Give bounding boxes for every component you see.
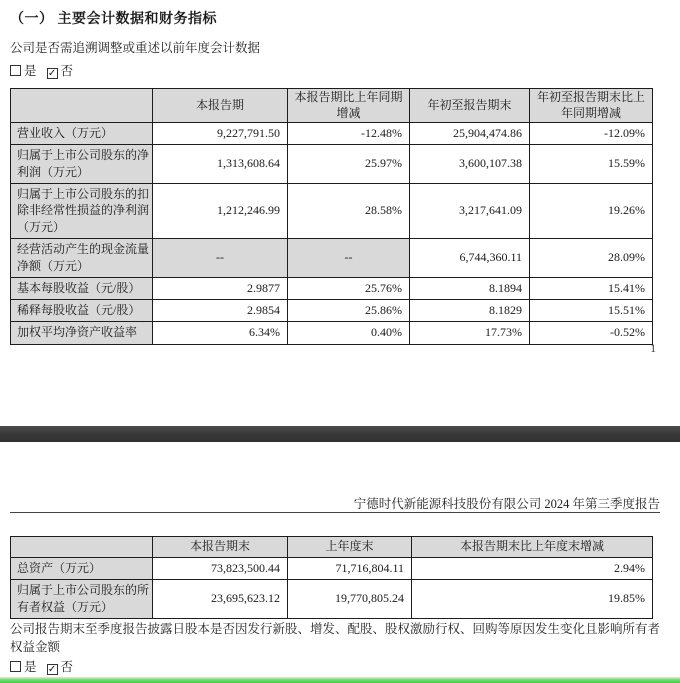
checkbox-no-label: 否 [60, 64, 74, 78]
cell-value: 73,823,500.44 [153, 558, 288, 580]
checkbox-no-pair [47, 660, 74, 674]
header-current-period: 本报告期 [153, 89, 288, 123]
cell-value: 19.85% [412, 580, 653, 619]
cell-value: 9,227,791.50 [153, 123, 288, 145]
checkbox-yes-label: 是 [24, 660, 37, 674]
header-period-end: 本报告期末 [153, 537, 288, 558]
cell-value: -- [153, 238, 288, 277]
cell-value: 15.59% [530, 144, 653, 183]
cell-value: 15.41% [530, 277, 653, 299]
table-header-row [11, 89, 653, 123]
row-label: 归属于上市公司股东的净利润（万元） [11, 144, 153, 183]
cell-value: 8.1829 [410, 299, 530, 321]
table-row [11, 558, 653, 580]
row-label: 加权平均净资产收益率 [11, 321, 153, 344]
row-label: 总资产（万元） [11, 558, 153, 580]
equity-change-checkbox-row [10, 657, 83, 675]
bottom-green-highlight-bar [0, 677, 680, 683]
checkbox-no-label: 否 [60, 660, 74, 674]
cell-value: -0.52% [530, 321, 653, 344]
cell-value: 25,904,474.86 [410, 123, 530, 145]
table-row [11, 183, 653, 238]
header-empty [11, 89, 153, 123]
cell-value: 17.73% [410, 321, 530, 344]
header-divider-rule [10, 512, 660, 513]
balance-sheet-summary-table [10, 536, 653, 619]
cell-value: 28.09% [530, 238, 653, 277]
row-label: 基本每股收益（元/股） [11, 277, 153, 299]
restatement-question-text: 公司是否需追溯调整或重述以前年度会计数据 [10, 41, 261, 55]
cell-value: 6.34% [153, 321, 288, 344]
cell-value: 28.58% [288, 183, 410, 238]
key-financials-table [10, 88, 653, 345]
cell-value: 6,744,360.11 [410, 238, 530, 277]
table-row [11, 123, 653, 145]
checkbox-no-checked[interactable]: ✓ [47, 664, 57, 675]
section-title: （一） 主要会计数据和财务指标 [10, 12, 217, 27]
cell-value: 1,313,608.64 [153, 144, 288, 183]
cell-value: 1,212,246.99 [153, 183, 288, 238]
row-label: 营业收入（万元） [11, 123, 153, 145]
cell-value: 3,600,107.38 [410, 144, 530, 183]
checkbox-yes-pair [10, 660, 37, 674]
header-empty [11, 537, 153, 558]
cell-value: 8.1894 [410, 277, 530, 299]
table-row [11, 238, 653, 277]
row-label: 稀释每股收益（元/股） [11, 299, 153, 321]
cell-value: 19.26% [530, 183, 653, 238]
cell-value: -12.09% [530, 123, 653, 145]
table-row [11, 277, 653, 299]
row-label: 经营活动产生的现金流量净额（万元） [11, 238, 153, 277]
cell-value: 15.51% [530, 299, 653, 321]
row-label: 归属于上市公司股东的所有者权益（万元） [11, 580, 153, 619]
cell-value: -- [288, 238, 410, 277]
checkbox-no-checked[interactable]: ✓ [47, 68, 57, 79]
cell-value: 0.40% [288, 321, 410, 344]
page-break-separator [0, 426, 680, 442]
header-change-vs-prior-year-end: 本报告期末比上年度末增减 [412, 537, 653, 558]
table-row [11, 144, 653, 183]
table-row [11, 580, 653, 619]
header-ytd-yoy-change: 年初至报告期末比上年同期增减 [530, 89, 653, 123]
cell-value: 2.9854 [153, 299, 288, 321]
checkbox-yes-unchecked[interactable] [10, 661, 21, 672]
cell-value: 71,716,804.11 [288, 558, 412, 580]
cell-value: 2.9877 [153, 277, 288, 299]
page-number: 1 [650, 343, 656, 355]
restatement-checkbox-row [10, 61, 83, 79]
checkbox-no-pair [47, 64, 74, 78]
header-yoy-change: 本报告期比上年同期增减 [288, 89, 410, 123]
cell-value: 25.86% [288, 299, 410, 321]
checkbox-yes-label: 是 [24, 64, 37, 78]
cell-value: 25.76% [288, 277, 410, 299]
checkbox-yes-unchecked[interactable] [10, 65, 21, 76]
row-label: 归属于上市公司股东的扣除非经常性损益的净利润（万元） [11, 183, 153, 238]
table-row [11, 299, 653, 321]
equity-change-question-text: 公司报告期末至季度报告披露日股本是否因发行新股、增发、配股、股权激励行权、回购等原因发生变化且影响所有者权益金额 [10, 622, 661, 655]
cell-value: 3,217,641.09 [410, 183, 530, 238]
cell-value: 25.97% [288, 144, 410, 183]
checkbox-yes-pair [10, 64, 37, 78]
cell-value: 2.94% [412, 558, 653, 580]
cell-value: 19,770,805.24 [288, 580, 412, 619]
report-title-header: 宁德时代新能源科技股份有限公司 2024 年第三季度报告 [353, 497, 660, 511]
table-row [11, 321, 653, 344]
header-prior-year-end: 上年度末 [288, 537, 412, 558]
table-header-row [11, 537, 653, 558]
cell-value: -12.48% [288, 123, 410, 145]
cell-value: 23,695,623.12 [153, 580, 288, 619]
header-ytd: 年初至报告期末 [410, 89, 530, 123]
